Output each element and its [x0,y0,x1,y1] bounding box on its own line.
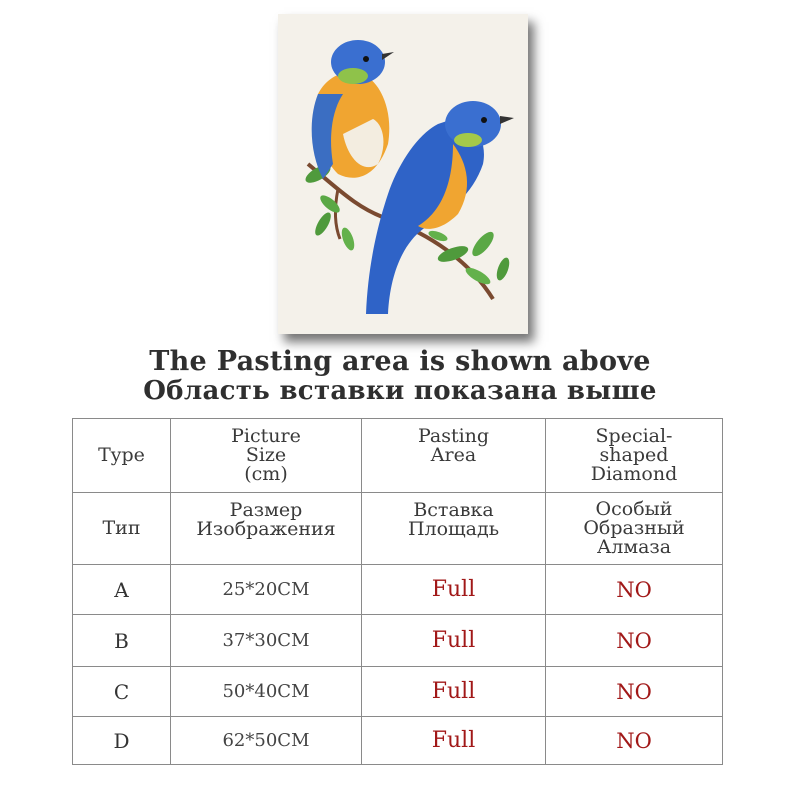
row-type-cell: D [73,717,171,765]
row-size-cell: 37*30CM [171,615,362,667]
table-row [73,667,723,717]
row-pasting-cell: Full [362,565,546,615]
header-special-diamond-en [546,419,723,493]
table-row [73,615,723,667]
row-type-cell: B [73,615,171,667]
header-special-diamond-ru-line: Алмаза [596,536,672,558]
row-size-cell: 50*40CM [171,667,362,717]
header-pasting-area-ru-line: Вставка [413,499,494,521]
header-special-diamond-ru-line: Особый [595,498,673,520]
table-header-row-english [73,419,723,493]
header-type-ru: Тип [73,493,171,565]
table-row [73,565,723,615]
header-pasting-area-en [362,419,546,493]
header-pasting-area-en-line: Area [430,444,477,466]
row-special-cell: NO [546,565,723,615]
header-special-diamond-en-line: shaped [599,444,669,466]
header-special-diamond-ru [546,493,723,565]
row-special-cell: NO [546,615,723,667]
header-picture-size-en-line: Picture [231,425,301,447]
header-picture-size-ru-line: Размер [229,499,303,521]
row-size-cell: 25*20CM [171,565,362,615]
header-picture-size-en-line: (cm) [244,463,288,485]
header-pasting-area-ru-line: Площадь [407,518,500,540]
pasting-area-heading-russian: Область вставки показана выше [143,376,657,406]
row-special-cell: NO [546,667,723,717]
pasting-area-heading-english: The Pasting area is shown above [149,346,651,377]
bird-painting-image [278,14,528,334]
header-picture-size-ru [171,493,362,565]
table-header-row-russian [73,493,723,565]
header-pasting-area-en-line: Pasting [417,425,490,447]
header-special-diamond-en-line: Diamond [590,463,678,485]
header-picture-size-en [171,419,362,493]
header-picture-size-ru-line: Изображения [196,518,336,540]
header-picture-size-en-line: Size [245,444,287,466]
row-size-cell: 62*50CM [171,717,362,765]
header-pasting-area-ru [362,493,546,565]
row-pasting-cell: Full [362,667,546,717]
header-special-diamond-en-line: Special- [595,425,673,447]
row-type-cell: A [73,565,171,615]
header-type-en: Type [73,419,171,493]
row-special-cell: NO [546,717,723,765]
row-type-cell: C [73,667,171,717]
size-options-table [72,418,723,765]
row-pasting-cell: Full [362,717,546,765]
table-row [73,717,723,765]
header-special-diamond-ru-line: Образный [583,517,685,539]
row-pasting-cell: Full [362,615,546,667]
